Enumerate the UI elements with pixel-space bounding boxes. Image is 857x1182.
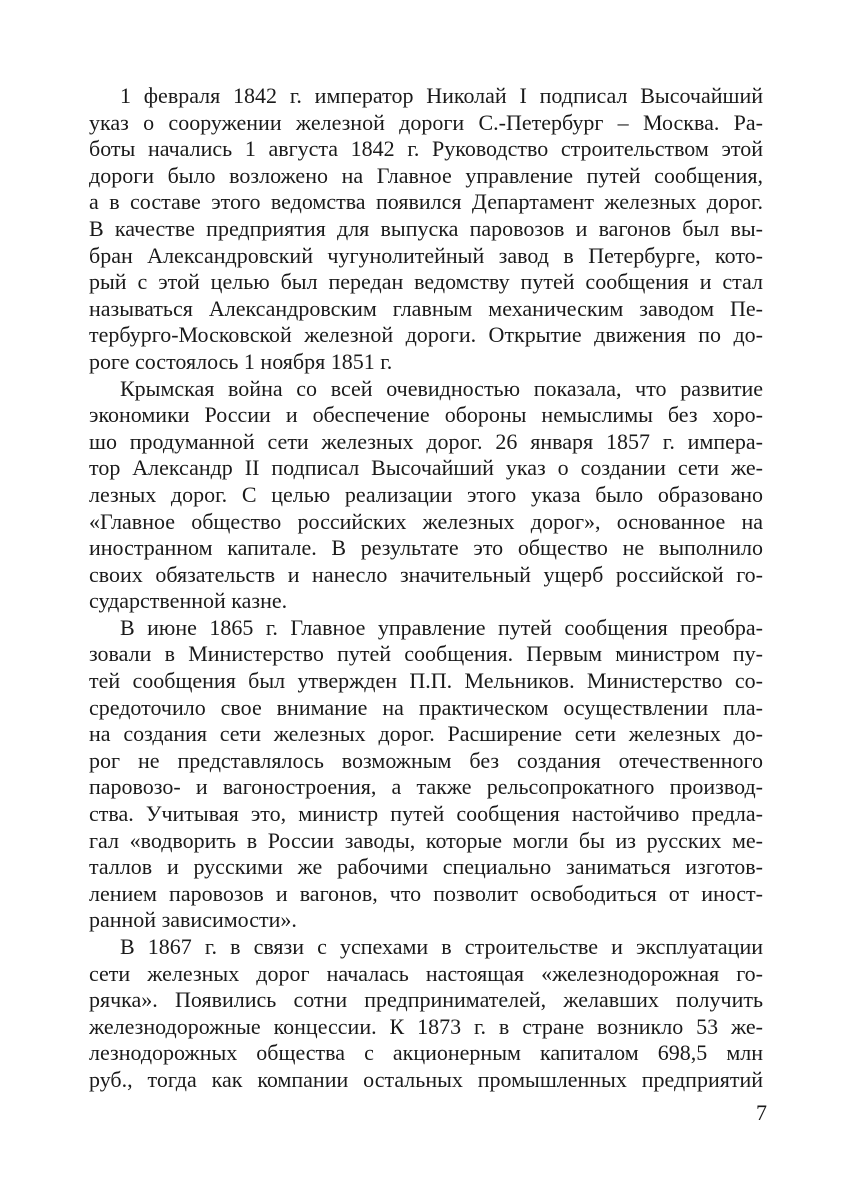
text-line: дороги было возложено на Главное управление путей сообщения, [89, 162, 763, 188]
text-line: лезных дорог. С целью реализации этого указа было образовано [89, 481, 763, 507]
text-line: шо продуманной сети железных дорог. 26 января 1857 г. импера- [89, 428, 763, 454]
text-line: тор Александр II подписал Высочайший указ о создании сети же- [89, 455, 763, 481]
text-line: зовали в Министерство путей сообщения. Первым министром пу- [89, 641, 763, 667]
text-line: рог не представлялось возможным без создания отечественного [89, 747, 763, 773]
text-line: сети железных дорог началась настоящая «железнодорожная го- [89, 960, 763, 986]
text-line: тербурго-Московской железной дороги. Открытие движения по до- [89, 322, 763, 348]
text-line: ранной зависимости». [89, 907, 297, 933]
text-line: тей сообщения был утвержден П.П. Мельников. Министерство со- [89, 668, 763, 694]
paragraph-2 [89, 376, 763, 615]
text-line: паровозо- и вагоностроения, а также рельсопрокатного производ- [89, 774, 763, 800]
text-line: сударственной казне. [89, 588, 288, 614]
text-line: В 1867 г. в связи с успехами в строительстве и эксплуатации [120, 934, 763, 959]
text-line: называться Александровским главным механическим заводом Пе- [89, 295, 763, 321]
text-line: В июне 1865 г. Главное управление путей сообщения преобра- [120, 614, 763, 640]
text-line: лением паровозов и вагонов, что позволит освободиться от иност- [89, 880, 763, 906]
text-line: роге состоялось 1 ноября 1851 г. [89, 348, 393, 374]
text-line: средоточило свое внимание на практическом осуществлении пла- [89, 694, 763, 720]
text-line: Крымская война со всей очевидностью показала, что развитие [120, 375, 763, 401]
paragraph-4 [89, 934, 763, 1094]
text-line: таллов и русскими же рабочими специально заниматься изготов- [89, 854, 763, 880]
paragraph-1 [89, 83, 763, 376]
text-line: рячка». Появились сотни предпринимателей, желавших получить [89, 987, 763, 1013]
text-line: а в составе этого ведомства появился Департамент железных дорог. [89, 189, 763, 215]
text-line: указ о сооружении железной дороги С.-Петербург – Москва. Ра- [89, 109, 763, 135]
text-line: боты начались 1 августа 1842 г. Руководство строительством этой [89, 136, 763, 162]
text-line: лезнодорожных общества с акционерным капиталом 698,5 млн [89, 1040, 763, 1066]
text-line: гал «водворить в России заводы, которые могли бы из русских ме- [89, 827, 763, 853]
text-line: железнодорожные концессии. К 1873 г. в стране возникло 53 же- [89, 1013, 763, 1039]
text-line: на создания сети железных дорог. Расширение сети железных до- [89, 721, 763, 747]
text-line: «Главное общество российских железных дорог», основанное на [89, 508, 763, 534]
text-line: иностранном капитале. В результате это общество не выполнило [89, 535, 763, 561]
text-line: В качестве предприятия для выпуска паровозов и вагонов был вы- [89, 215, 763, 241]
page-number: 7 [756, 1100, 767, 1125]
text-line: своих обязательств и нанесло значительный ущерб российской го- [89, 561, 763, 587]
text-line: экономики России и обеспечение обороны немыслимы без хоро- [89, 402, 763, 428]
body-text [89, 83, 763, 1094]
text-line: руб., тогда как компании остальных промышленных предприятий [89, 1066, 763, 1092]
text-line: бран Александровский чугунолитейный завод в Петербурге, кото- [89, 242, 763, 268]
text-line: ства. Учитывая это, министр путей сообщения настойчиво предла- [89, 801, 763, 827]
text-line: рый с этой целью был передан ведомству путей сообщения и стал [89, 269, 763, 295]
paragraph-3 [89, 615, 763, 934]
text-line: 1 февраля 1842 г. император Николай I подписал Высочайший [120, 83, 763, 108]
